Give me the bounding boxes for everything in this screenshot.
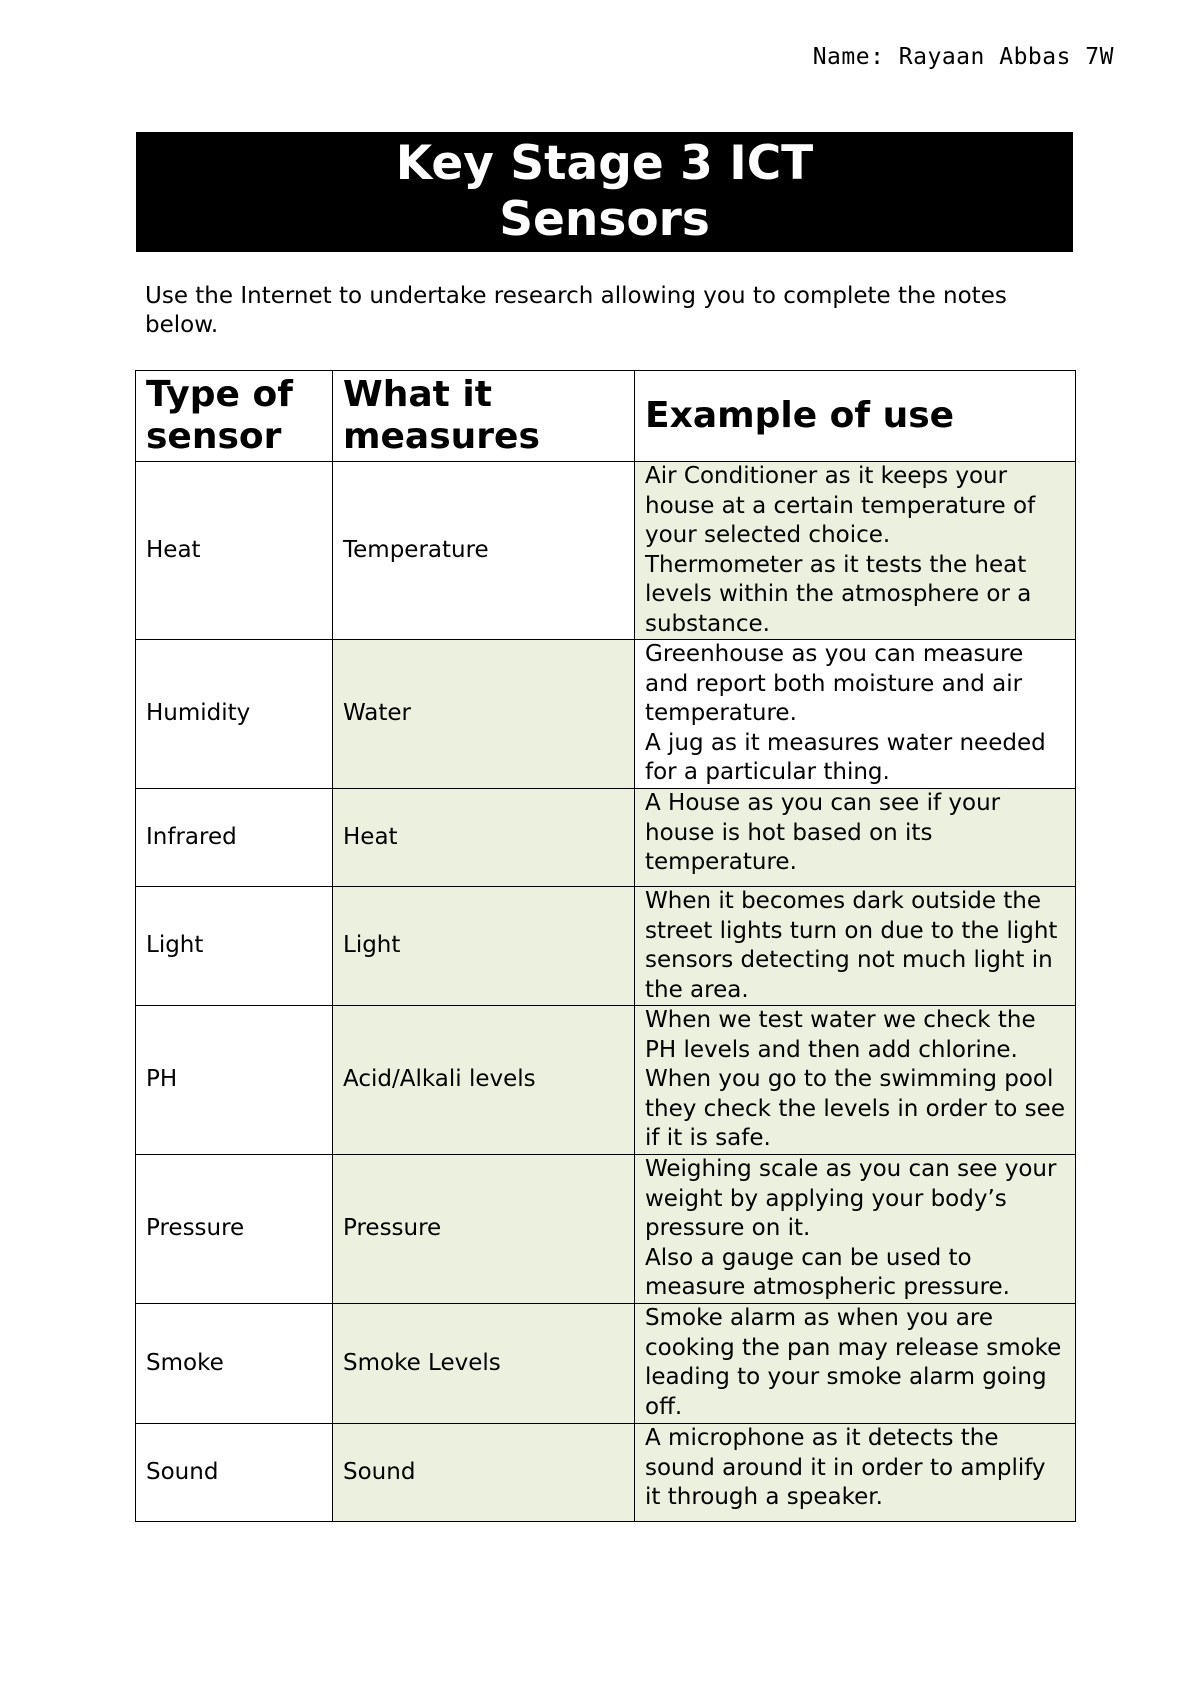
example-text: Weighing scale as you can see your weight by applying your body’s pressure on it. (645, 1156, 1057, 1241)
instructions-text: Use the Internet to undertake research allowing you to complete the notes below. (145, 283, 1007, 338)
example-cell (635, 1155, 1076, 1304)
table-row (136, 1304, 1076, 1424)
title-line-2: Sensors (499, 192, 710, 247)
measures-cell: Smoke Levels (333, 1304, 635, 1424)
example-cell (635, 887, 1076, 1006)
sensor-type-cell: Sound (136, 1424, 333, 1522)
example-text: Smoke alarm as when you are cooking the pan may release smoke leading to your smoke alarm going off. (645, 1305, 1062, 1420)
table-row (136, 1155, 1076, 1304)
measures-cell: Temperature (333, 462, 635, 640)
measures-cell: Pressure (333, 1155, 635, 1304)
measures-cell: Sound (333, 1424, 635, 1522)
measures-cell: Acid/Alkali levels (333, 1006, 635, 1155)
table-row (136, 1424, 1076, 1522)
measures-cell: Water (333, 640, 635, 789)
title-line-1: Key Stage 3 ICT (395, 136, 814, 191)
sensors-table (135, 370, 1076, 1522)
example-text: Greenhouse as you can measure and report both moisture and air temperature. (645, 641, 1024, 726)
sensor-type-cell: Heat (136, 462, 333, 640)
table-row (136, 640, 1076, 789)
table-row (136, 462, 1076, 640)
sensor-type-cell: PH (136, 1006, 333, 1155)
column-header-type: Type of sensor (136, 371, 333, 462)
example-text: Air Conditioner as it keeps your house at a certain temperature of your selected choice. (645, 463, 1036, 548)
sensor-type-cell: Light (136, 887, 333, 1006)
table-row (136, 887, 1076, 1006)
example-text: When it becomes dark outside the street lights turn on due to the light sensors detecting not much light in the area. (645, 888, 1058, 1003)
table-row (136, 789, 1076, 887)
sensor-type-cell: Pressure (136, 1155, 333, 1304)
student-name: Name: Rayaan Abbas 7W (812, 44, 1114, 70)
example-cell (635, 462, 1076, 640)
table-row (136, 1006, 1076, 1155)
example-text: Also a gauge can be used to measure atmospheric pressure. (645, 1244, 1010, 1300)
measures-cell: Light (333, 887, 635, 1006)
example-cell (635, 640, 1076, 789)
column-header-measures: What it measures (333, 371, 635, 462)
example-text: A House as you can see if your house is hot based on its temperature. (645, 790, 1001, 875)
example-text: When you go to the swimming pool they check the levels in order to see if it is safe. (645, 1066, 1065, 1151)
example-text: A microphone as it detects the sound around it in order to amplify it through a speaker. (645, 1425, 1046, 1510)
example-text: When we test water we check the PH levels and then add chlorine. (645, 1007, 1036, 1063)
title-banner (136, 132, 1073, 252)
column-header-example: Example of use (635, 371, 1076, 462)
sensor-type-cell: Infrared (136, 789, 333, 887)
table-header-row (136, 371, 1076, 462)
sensor-type-cell: Humidity (136, 640, 333, 789)
measures-cell: Heat (333, 789, 635, 887)
example-cell (635, 1006, 1076, 1155)
example-text: Thermometer as it tests the heat levels within the atmosphere or a substance. (645, 551, 1032, 637)
example-cell (635, 1304, 1076, 1424)
example-text: A jug as it measures water needed for a particular thing. (645, 729, 1046, 785)
example-cell (635, 789, 1076, 887)
example-cell (635, 1424, 1076, 1522)
sensor-type-cell: Smoke (136, 1304, 333, 1424)
